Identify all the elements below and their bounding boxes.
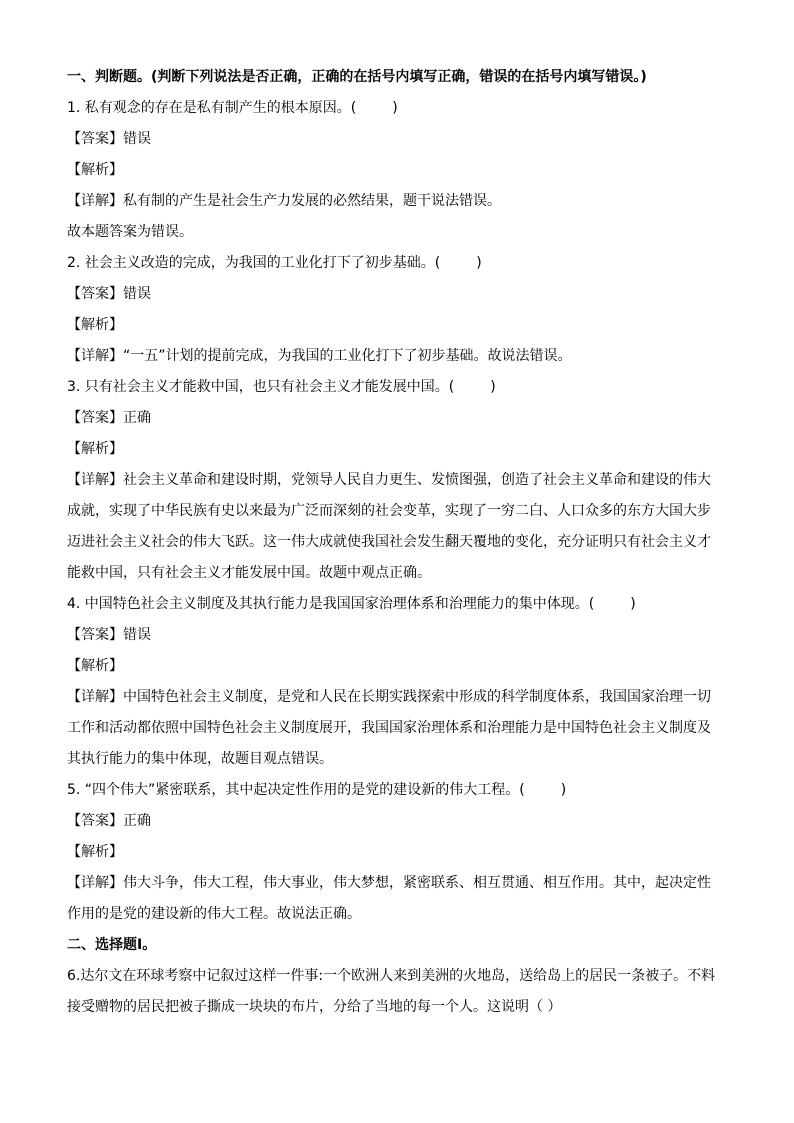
question-stem: 5. “四个伟大”紧密联系，其中起决定性作用的是党的建设新的伟大工程。( ) bbox=[67, 782, 567, 798]
question-stem: 3. 只有社会主义才能救中国，也只有社会主义才能发展中国。( ) bbox=[67, 379, 496, 395]
detail-paragraph: 【详解】“一五”计划的提前完成，为我国的工业化打下了初步基础。故说法错误。 bbox=[67, 348, 572, 364]
answer-line: 【答案】正确 bbox=[67, 813, 151, 829]
question-stem: 2. 社会主义改造的完成，为我国的工业化打下了初步基础。( ) bbox=[67, 255, 482, 271]
analysis-label: 【解析】 bbox=[67, 441, 123, 457]
answer-line: 【答案】错误 bbox=[67, 627, 151, 643]
detail-paragraph: 【详解】伟大斗争，伟大工程，伟大事业，伟大梦想，紧密联系、相互贯通、相互作用。其中，起决定性 作用的是党的建设新的伟大工程。故说法正确。 bbox=[67, 875, 711, 922]
question-stem-6: 6.达尔文在环球考察中记叙过这样一件事:一个欧洲人来到美洲的火地岛，送给岛上的居民一条被子。不料 接受赠物的居民把被子撕成一块块的布片，分给了当地的每一个人。这说明（ ） bbox=[67, 968, 716, 1015]
answer-line: 【答案】错误 bbox=[67, 131, 151, 147]
question-stem: 4. 中国特色社会主义制度及其执行能力是我国国家治理体系和治理能力的集中体现。( ) bbox=[67, 596, 636, 612]
analysis-label: 【解析】 bbox=[67, 844, 123, 860]
question-stem: 1. 私有观念的存在是私有制产生的根本原因。( ) bbox=[67, 100, 398, 116]
detail-paragraph: 【详解】私有制的产生是社会生产力发展的必然结果，题干说法错误。 故本题答案为错误。 bbox=[67, 193, 501, 240]
answer-line: 【答案】正确 bbox=[67, 410, 151, 426]
section-heading-choice: 二、选择题Ⅰ。 bbox=[67, 937, 157, 953]
section-heading-judgment: 一、判断题。(判断下列说法是否正确，正确的在括号内填写正确，错误的在括号内填写错误。) bbox=[67, 69, 647, 85]
detail-paragraph: 【详解】社会主义革命和建设时期，党领导人民自力更生、发愤图强，创造了社会主义革命和建设的伟大 成就，实现了中华民族有史以来最为广泛而深刻的社会变革，实现了一穷二白、人口众多的东方大国大步 迈进社会主义社会的伟大飞跃。这一伟大成就使我国社会发生翻天覆地的变化，充分证明只有社会主义才 能救中国，只有社会主义才能发展中国。故题中观点正确。 bbox=[67, 472, 711, 581]
analysis-label: 【解析】 bbox=[67, 162, 123, 178]
analysis-label: 【解析】 bbox=[67, 658, 123, 674]
document-page bbox=[67, 62, 727, 1023]
answer-line: 【答案】错误 bbox=[67, 286, 151, 302]
detail-paragraph: 【详解】中国特色社会主义制度，是党和人民在长期实践探索中形成的科学制度体系，我国国家治理一切 工作和活动都依照中国特色社会主义制度展开，我国国家治理体系和治理能力是中国特色社会主义制度及 其执行能力的集中体现，故题目观点错误。 bbox=[67, 689, 711, 767]
analysis-label: 【解析】 bbox=[67, 317, 123, 333]
